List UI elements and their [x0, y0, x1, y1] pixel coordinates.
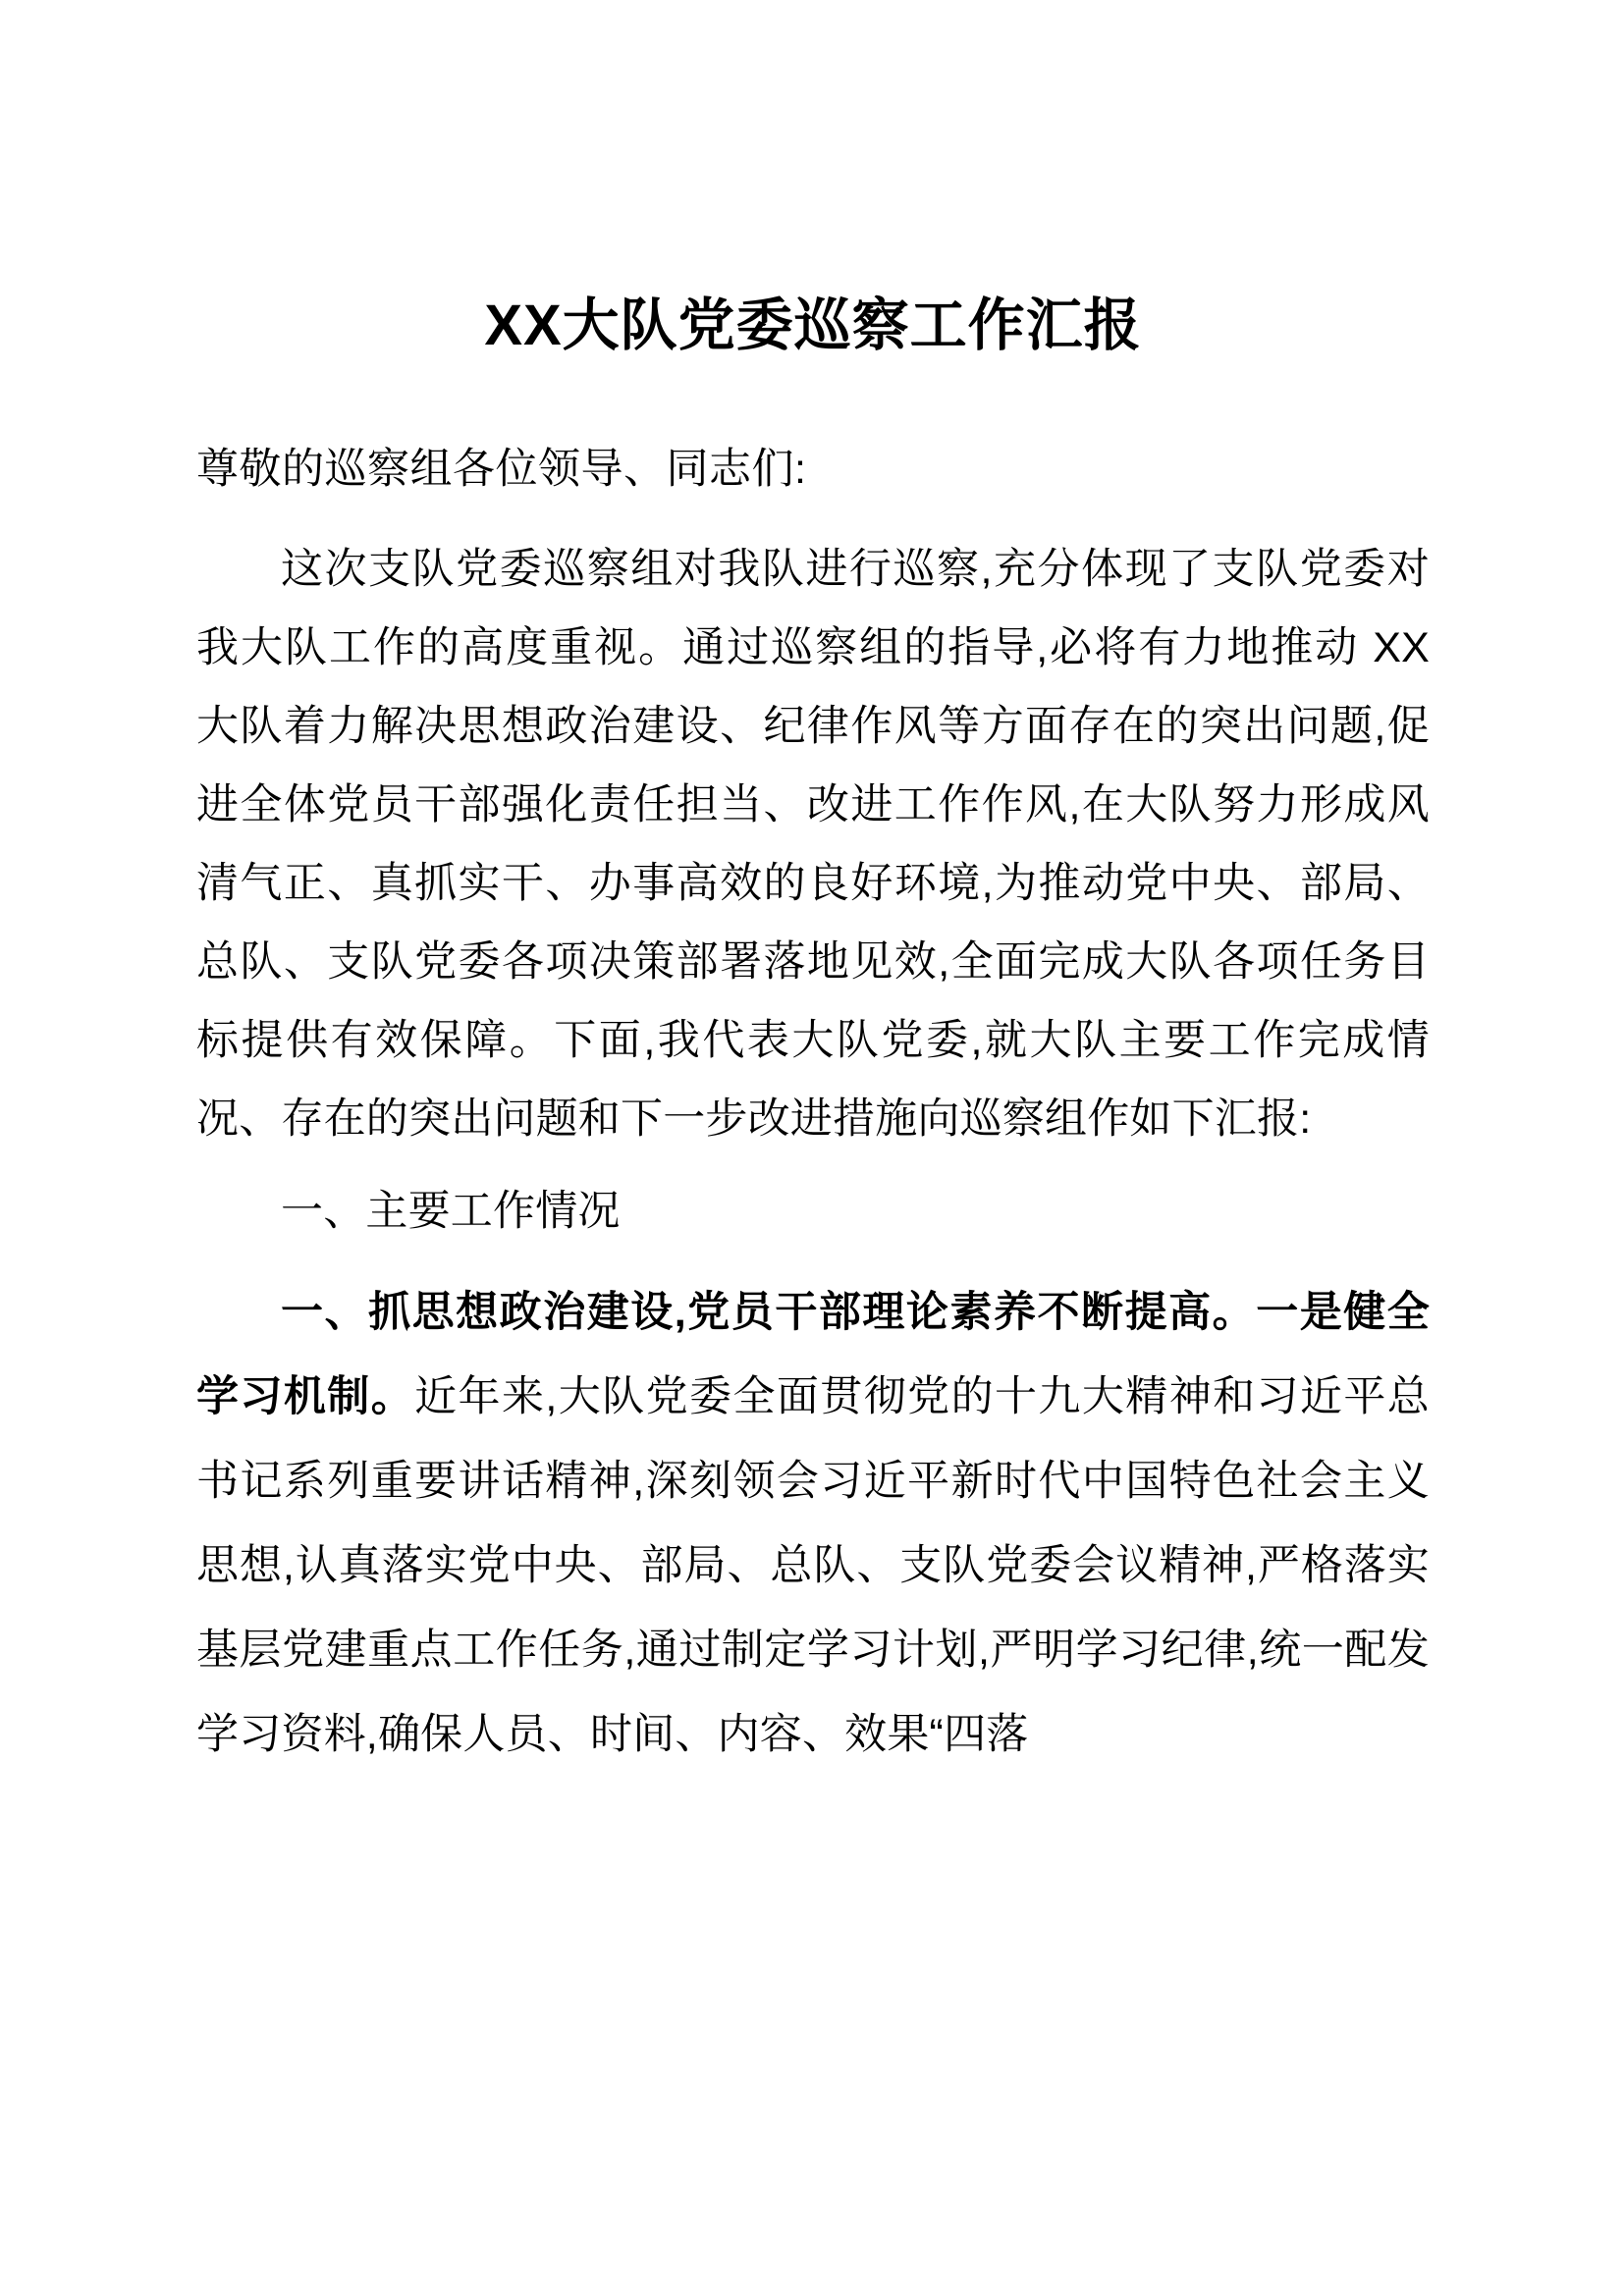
- document-body: [196, 0, 1430, 1895]
- salutation-line: 尊敬的巡察组各位领导、同志们:: [196, 445, 807, 493]
- page-title: XX大队党委巡察工作汇报: [484, 294, 1142, 357]
- subsection-bold-lead: 一、抓思想政治建设,党员干部理论素养不断提高。一是健全学习机制。: [196, 1288, 1430, 1420]
- section-heading: 一、主要工作情况: [281, 1187, 621, 1235]
- subsection-body-text: 近年来,大队党委全面贯彻党的十九大精神和习近平总书记系列重要讲话精神,深刻领会习近平新时代中国特色社会主义思想,认真落实党中央、部局、总队、支队党委会议精神,严格落实基层党建重点工作任务,通过制定学习计划,严明学习纪律,统一配发学习资料,确保人员、时间、内容、效果“四落: [196, 1372, 1431, 1758]
- subsection-paragraph: [196, 1251, 1430, 1777]
- page-bottom-spacer: [196, 1777, 1430, 1895]
- opening-paragraph: 这次支队党委巡察组对我队进行巡察,充分体现了支队党委对我大队工作的高度重视。通过巡察组的指导,必将有力地推动 XX 大队着力解决思想政治建设、纪律作风等方面存在的突出问题,促进全体党员干部强化责任担当、改进工作作风,在大队努力形成风清气正、真抓实干、办事高效的良好环境,为推动党中央、部局、总队、支队党委各项决策部署落地见效,全面完成大队各项任务目标提供有效保障。下面,我代表大队党委,就大队主要工作完成情况、存在的突出问题和下一步改进措施向巡察组作如下汇报:: [196, 545, 1430, 1143]
